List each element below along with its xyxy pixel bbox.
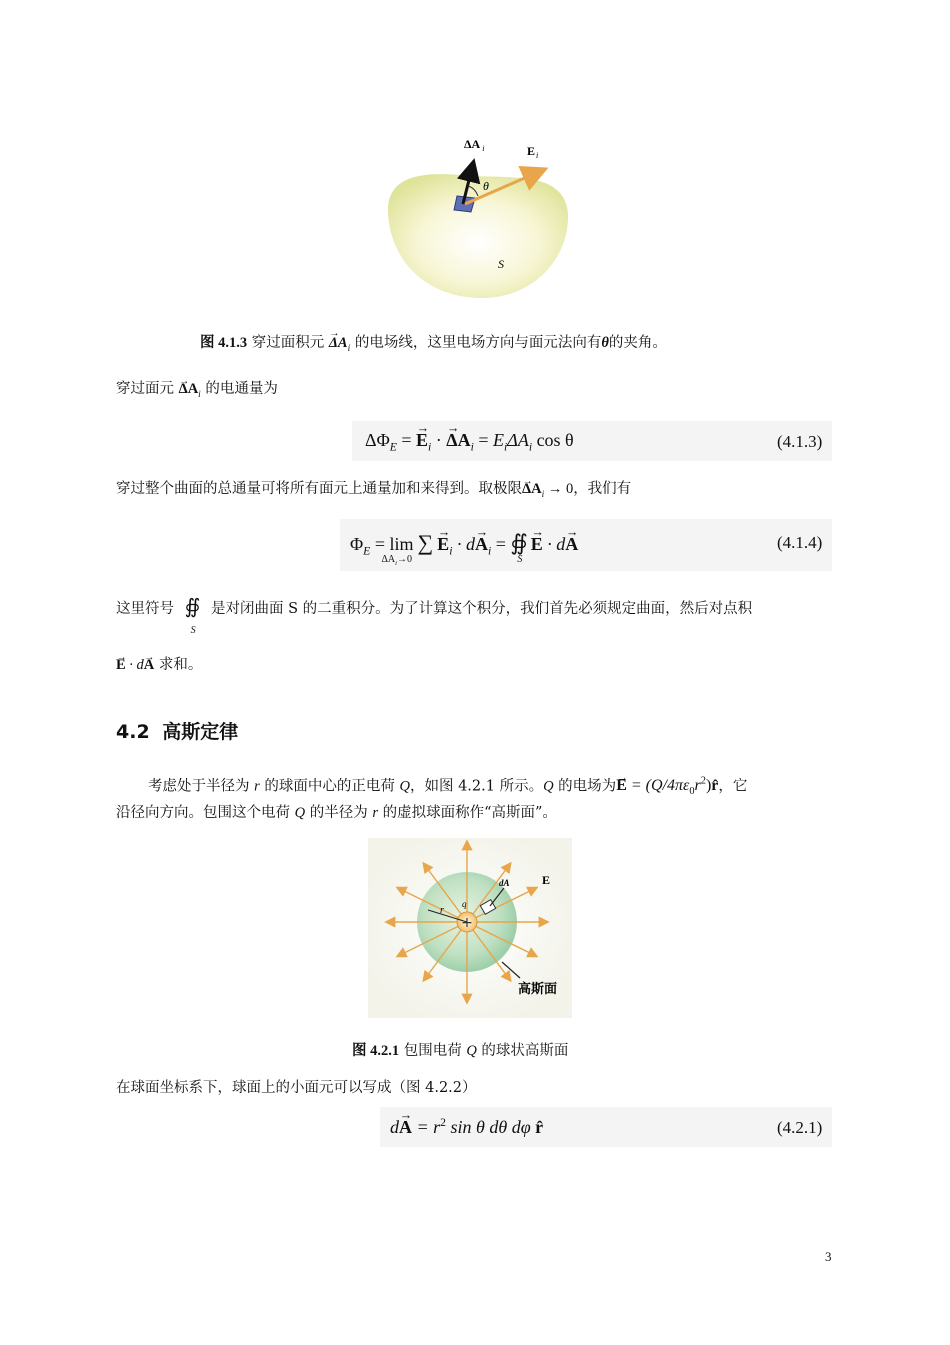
label-da: dA: [499, 878, 510, 888]
figure-caption-4-2-1: 图 4.2.1 包围电荷 Q 的球状高斯面: [352, 1043, 569, 1059]
caption-text-b: 的电场线，这里电场方向与面元法向有: [354, 335, 602, 351]
caption-symbol: → $\Delta A_i$: [329, 335, 350, 351]
caption-prefix: 图 4.1.3: [200, 335, 248, 351]
limit-operator: lim $\Delta A_i\to 0$: [381, 534, 414, 567]
surface-diagram: [378, 128, 573, 306]
label-delta-a: ΔA $_i$: [464, 137, 485, 153]
label-q: q: [462, 899, 467, 909]
figure-4-1-3: [378, 128, 573, 306]
paragraph-flux-element: 穿过面元 → $\Delta A_i$ 的电通量为: [116, 379, 278, 405]
label-s: S: [498, 257, 504, 271]
closed-surface: [388, 174, 568, 298]
caption-theta: θ: [601, 335, 609, 351]
label-theta: θ: [483, 179, 489, 193]
paragraph-gauss-intro: 考虑处于半径为 r 的球面中心的正电荷 Q，如图 4.2.1 所示。Q 的电场为→ $E = (Q/4\pi\varepsilon_0r^2)r̂$，它: [148, 772, 747, 803]
caption-text-c: 的夹角。: [608, 335, 667, 351]
equation-number-4-1-4: (4.1.4): [777, 533, 823, 552]
section-heading: [116, 717, 238, 744]
label-plus: +: [461, 915, 473, 931]
closed-surface-integral: ∯ S: [510, 530, 528, 565]
paragraph-total-flux: 穿过整个曲面的总通量可将所有面元上通量加和来得到。取极限→ $\Delta A_i \to 0$，我们有: [116, 479, 631, 505]
figure-caption-4-1-3: [200, 331, 667, 354]
page-number: 3: [825, 1249, 832, 1264]
section-number: 4.2: [116, 721, 150, 743]
equation-4-1-4: $\Phi_E = \lim$ $\Delta A_i\to 0$ ∑ → $E_i \cdot d\to A_i$ = ∯ S → E · d→ A: [350, 530, 578, 558]
label-gauss: 高斯面: [518, 982, 558, 997]
equation-4-1-3: $\Delta\Phi_E$ = → $E_i$ · → $\Delta A_i = E_i\Delta A_i$ cos θ: [365, 430, 574, 454]
gaussian-sphere-diagram: [368, 838, 572, 1018]
caption-text-a: 穿过面积元: [251, 335, 325, 351]
figure-4-2-1: [368, 838, 572, 1018]
equation-number-4-1-3: (4.1.3): [777, 432, 823, 451]
equation-4-2-1: $d\to A = r^2$ sin θ dθ dφ r̂: [390, 1116, 543, 1138]
label-e: $E_i$: [527, 144, 539, 160]
paragraph-closed-integral-line2: → E · d→ A 求和。: [116, 655, 202, 675]
paragraph-spherical-coords: 在球面坐标系下，球面上的小面元可以写成（图 4.2.2）: [116, 1080, 477, 1096]
paragraph-closed-integral: 这里符号 ∯ S 是对闭曲面 S 的二重积分。为了计算这个积分，我们首先必须规定曲面，然后对点积: [116, 596, 753, 636]
symbol-closed-integral: ∯ S: [184, 596, 201, 636]
label-r: r: [440, 905, 444, 916]
equation-number-4-2-1: (4.2.1): [777, 1118, 823, 1137]
label-e: E: [542, 873, 551, 887]
symbol-delta-a-limit: → $\Delta A_i$: [522, 481, 544, 497]
section-title: 高斯定律: [162, 721, 239, 743]
paragraph-gauss-intro-line2: 沿径向方向。包围这个电荷 Q 的半径为 r 的虚拟球面称作“高斯面”。: [116, 805, 557, 821]
symbol-delta-a: → $\Delta A_i$: [179, 381, 201, 397]
